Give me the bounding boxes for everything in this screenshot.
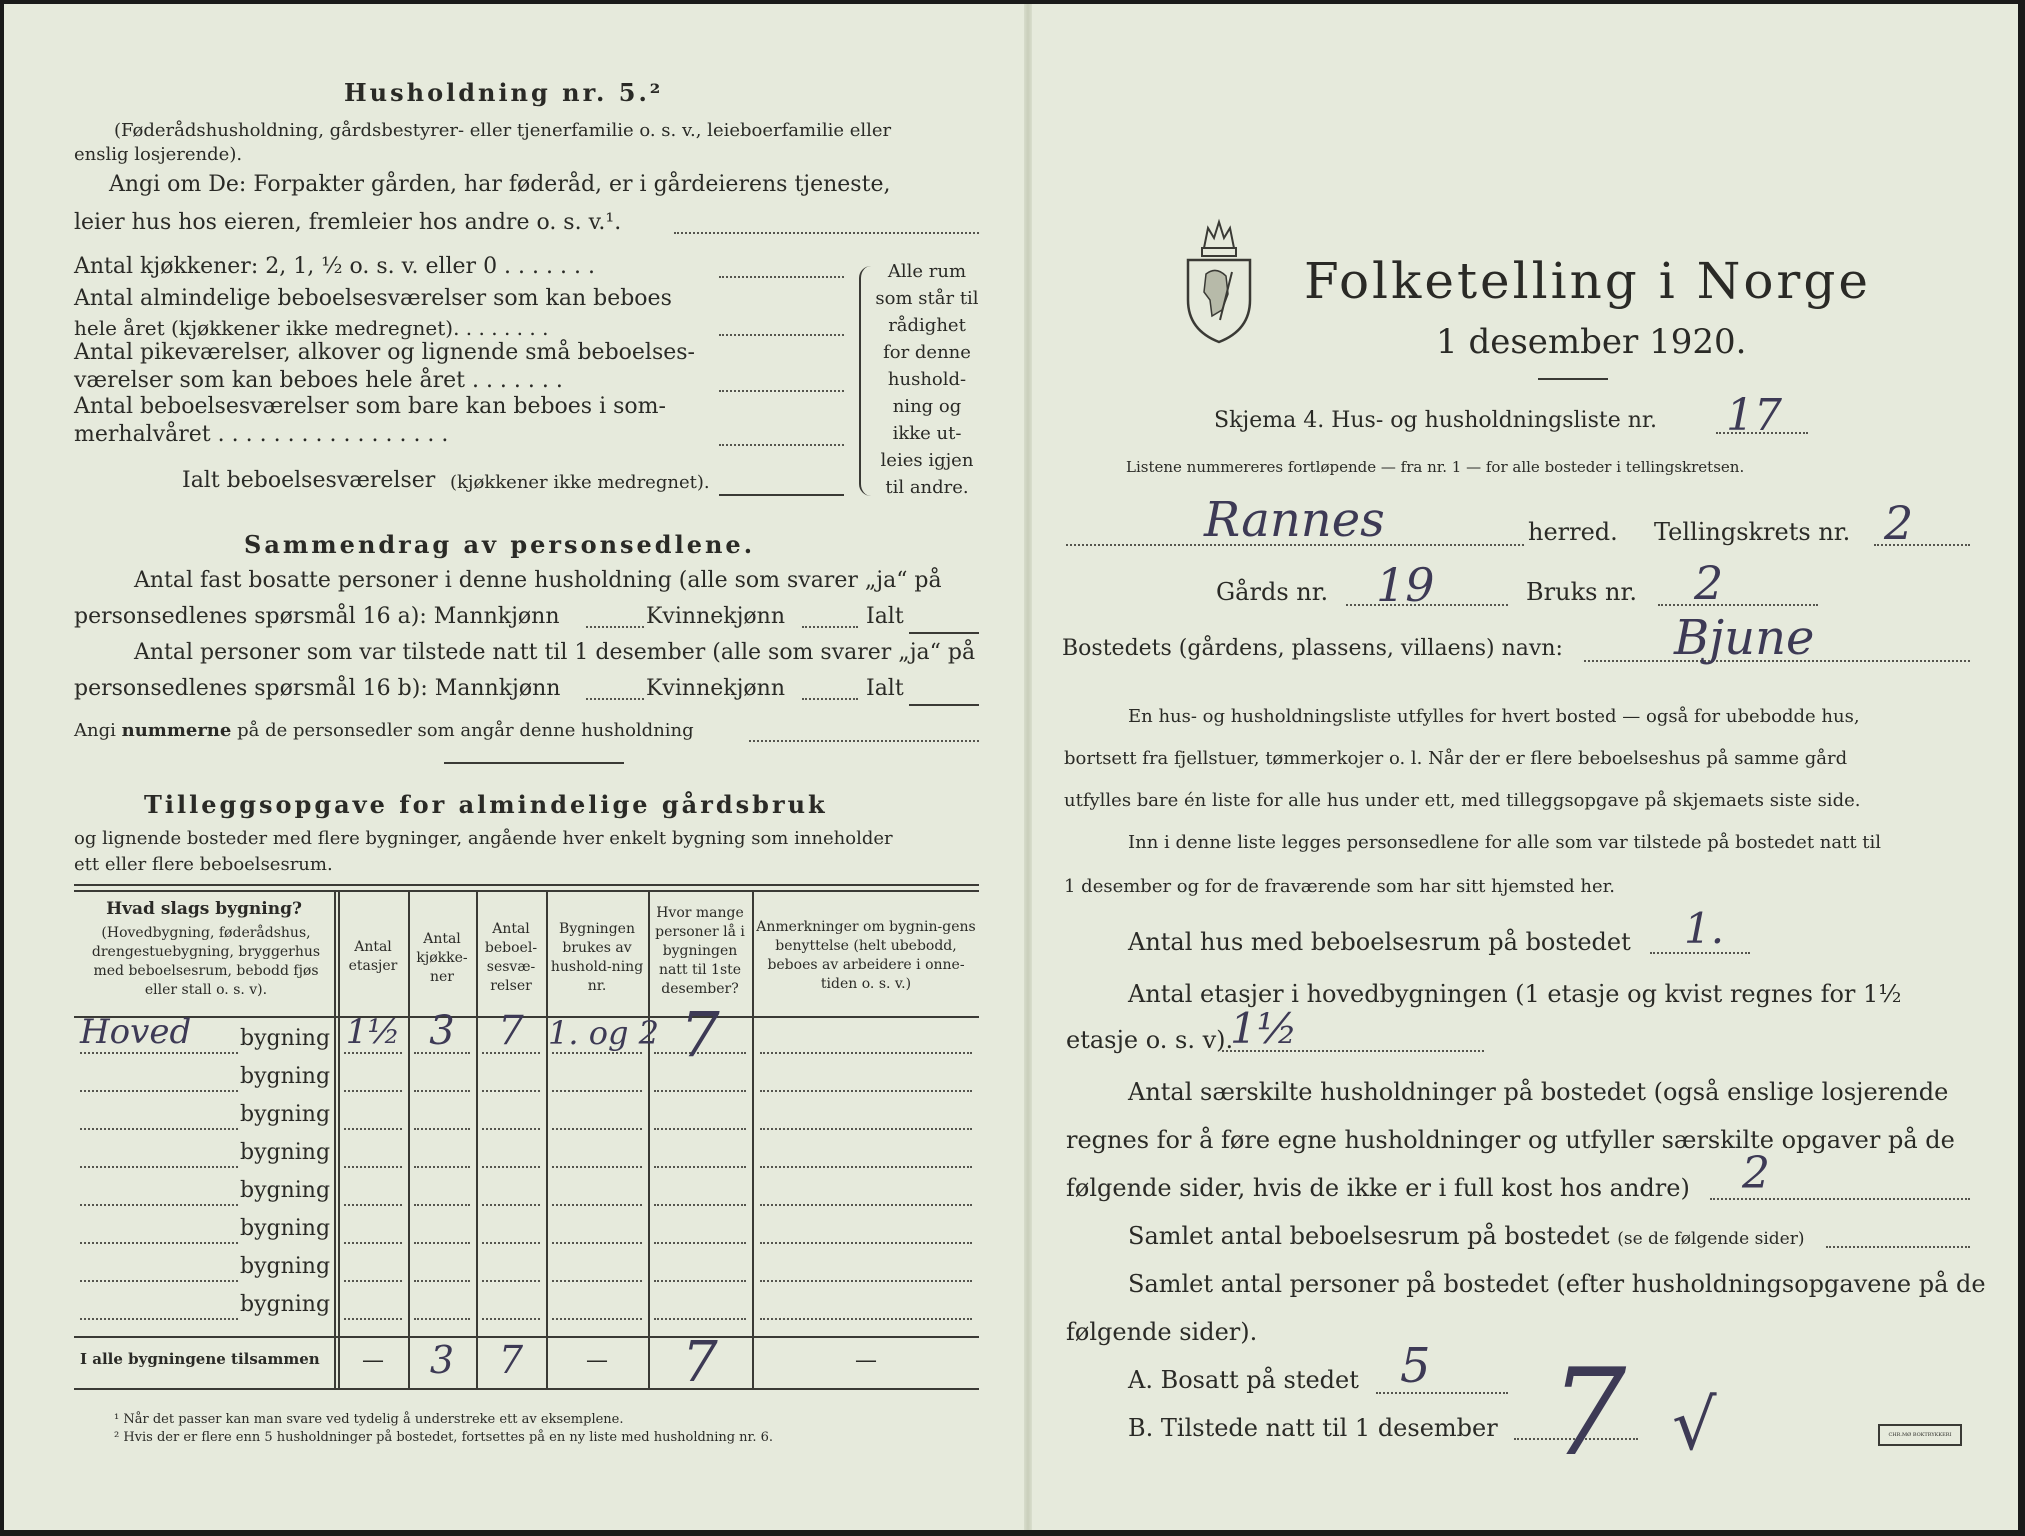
numbering-note: Listene nummereres fortløpende — fra nr. 1 — for alle bosteder i tellingskretsen.: [1126, 458, 1745, 476]
herred-value: Rannes: [1204, 492, 1385, 548]
bruks-line: [1658, 604, 1818, 606]
herred-label: herred.: [1528, 518, 1618, 546]
table-row: [4, 1248, 984, 1286]
ask-answer-line: [674, 232, 979, 234]
table-top-rule-2: [74, 890, 979, 892]
census-title: Folketelling i Norge: [1304, 252, 1871, 310]
table-row: [4, 1286, 984, 1324]
row-dotted-line: [80, 1242, 238, 1244]
tilstede-kvinne-label: Kvinnekjønn: [646, 676, 785, 701]
bosted-label: Bostedets (gårdens, plassens, villaens) navn:: [1062, 636, 1563, 661]
etasjer-line-a: Antal etasjer i hovedbygningen (1 etasje og kvist regnes for 1½: [1128, 980, 1902, 1008]
fast-mann-field[interactable]: [586, 626, 644, 628]
col6-header: Hvor mange personer lå i bygningen natt til 1ste desember?: [655, 905, 745, 997]
total-etasjer: —: [362, 1348, 384, 1373]
building-word: bygning: [240, 1292, 331, 1317]
table-row: [4, 1134, 984, 1172]
fast-ialt-label: Ialt: [866, 604, 904, 629]
coat-of-arms-icon: [1182, 214, 1256, 346]
rooms-line-7: merhalvåret . . . . . . . . . . . . . . . . .: [74, 422, 449, 447]
cell-dotted-line: [344, 1318, 402, 1320]
para1-line1: En hus- og husholdningsliste utfylles for hvert bosted — også for ubebodde hus,: [1128, 706, 1860, 727]
cell-dotted-line: [344, 1204, 402, 1206]
row-dotted-line: [80, 1318, 238, 1320]
row-dotted-line: [80, 1052, 238, 1054]
fast-ialt-field[interactable]: [909, 632, 979, 634]
title-divider: [1538, 378, 1608, 380]
cell-dotted-line: [654, 1242, 746, 1244]
schema-label: Skjema 4. Hus- og husholdningsliste nr.: [1214, 408, 1657, 433]
para1-line3: utfylles bare én liste for alle hus under ett, med tilleggsopgave på skjemaets siste side.: [1064, 790, 1861, 811]
hush-line-a: Antal særskilte husholdninger på bostedet (også enslige losjerende: [1128, 1078, 1949, 1106]
cell-dotted-line: [760, 1318, 972, 1320]
cell-dotted-line: [760, 1204, 972, 1206]
fast-kvinne-field[interactable]: [802, 626, 858, 628]
total-rooms-note: (kjøkkener ikke medregnet).: [450, 472, 710, 493]
col4-header: Antal beboel-sesvæ-relser: [484, 921, 538, 994]
total-rooms-label: Ialt beboelsesværelser: [182, 468, 436, 493]
rooms-line-1: Antal kjøkkener: 2, 1, ½ o. s. v. eller 0 . . . . . . .: [74, 254, 595, 279]
census-sheet: [4, 4, 2018, 1530]
cell-dotted-line: [552, 1318, 642, 1320]
hus-value: 1.: [1684, 904, 1725, 953]
cell-dotted-line: [760, 1166, 972, 1168]
cell-dotted-line: [552, 1204, 642, 1206]
cell-dotted-line: [344, 1166, 402, 1168]
total-anm: —: [855, 1348, 877, 1373]
cell-dotted-line: [552, 1242, 642, 1244]
tilstede-label: B. Tilstede natt til 1 desember: [1128, 1414, 1498, 1442]
printer-stamp: CHR.MØ BOKTRYKKERI: [1878, 1424, 1962, 1446]
cell-dotted-line: [482, 1204, 540, 1206]
cell-dotted-line: [482, 1242, 540, 1244]
tilstede-value: 7: [1550, 1344, 1627, 1483]
cell-dotted-line: [654, 1280, 746, 1282]
row-dotted-line: [80, 1090, 238, 1092]
cell-dotted-line: [482, 1128, 540, 1130]
table-row: [4, 1058, 984, 1096]
addition-line-2: ett eller flere beboelsesrum.: [74, 854, 333, 875]
bosatt-label: A. Bosatt på stedet: [1128, 1366, 1359, 1394]
rooms-brace: [859, 266, 871, 496]
check-mark: √: [1672, 1384, 1717, 1466]
numbers-line: Angi nummerne på de personsedler som angår denne husholdning: [74, 720, 694, 741]
addition-line-1: og lignende bosteder med flere bygninger, angående hver enkelt bygning som inneholder: [74, 828, 893, 849]
total-hush: —: [586, 1348, 608, 1373]
small-rooms-answer: [719, 390, 844, 392]
hush-value: 2: [1742, 1148, 1770, 1199]
table-row: [4, 1210, 984, 1248]
cell-hush: 1. og 2: [548, 1014, 659, 1052]
building-word: bygning: [240, 1216, 331, 1241]
cell-dotted-line: [552, 1128, 642, 1130]
cell-dotted-line: [482, 1090, 540, 1092]
building-word: bygning: [240, 1102, 331, 1127]
addition-title: Tilleggsopgave for almindelige gårdsbruk: [144, 790, 828, 819]
gards-value: 19: [1376, 558, 1435, 612]
rooms-line-2: Antal almindelige beboelsesværelser som kan beboes: [74, 286, 672, 311]
cell-personer: 7: [680, 998, 720, 1071]
col7-header: Anmerkninger om bygnin-gens benyttelse (helt ubebodd, beboes av arbeidere i onne-tiden o. s. v.): [756, 919, 976, 992]
etasjer-value: 1½: [1230, 1004, 1298, 1053]
numbers-field[interactable]: [749, 740, 979, 742]
fast-kvinne-label: Kvinnekjønn: [646, 604, 785, 629]
cell-dotted-line: [552, 1052, 642, 1054]
cell-dotted-line: [344, 1052, 402, 1054]
summary-title: Sammendrag av personsedlene.: [244, 530, 756, 559]
footnote-1: ¹ Når det passer kan man svare ved tydelig å understreke ett av eksemplene.: [114, 1412, 624, 1427]
table-row: [4, 1096, 984, 1134]
col2-header: Antal etasjer: [348, 939, 398, 974]
summary-2a: Antal personer som var tilstede natt til 1 desember (alle som svarer „ja“ på: [134, 640, 976, 665]
cell-dotted-line: [552, 1280, 642, 1282]
hush-line-b: regnes for å føre egne husholdninger og utfyller særskilte opgaver på de: [1066, 1126, 1955, 1154]
table-row: [4, 998, 984, 1071]
row-dotted-line: [80, 1128, 238, 1130]
bruks-value: 2: [1694, 556, 1724, 610]
cell-dotted-line: [654, 1204, 746, 1206]
col1-title: Hvad slags bygning?: [106, 899, 302, 919]
cell-dotted-line: [760, 1242, 972, 1244]
summary-1a: Antal fast bosatte personer i denne husholdning (alle som svarer „ja“ på: [134, 568, 942, 593]
building-word: bygning: [240, 1064, 331, 1089]
cell-kjokken: 3: [429, 1008, 455, 1054]
row-dotted-line: [80, 1204, 238, 1206]
cell-dotted-line: [654, 1128, 746, 1130]
section-divider: [444, 762, 624, 764]
page-fold: [1024, 4, 1032, 1530]
para1-line2: bortsett fra fjellstuer, tømmerkojer o. l. Når der er flere beboelseshus på samme gård: [1064, 748, 1848, 769]
total-label: I alle bygningene tilsammen: [80, 1350, 320, 1368]
cell-dotted-line: [654, 1166, 746, 1168]
para2-line1: Inn i denne liste legges personsedlene for alle som var tilstede på bostedet natt til: [1128, 832, 1882, 853]
rum-line: [1826, 1246, 1970, 1248]
cell-dotted-line: [482, 1280, 540, 1282]
col1-text: (Hovedbygning, føderådshus, drengestuebygning, bryggerhus med beboelsesrum, bebodd fjøs eller stall o. s. v).: [91, 925, 321, 998]
brace-note: Alle rum som står til rådighet for denne hushold- ning og ikke ut- leies igjen til andre.: [875, 261, 979, 498]
cell-dotted-line: [414, 1090, 470, 1092]
tilstede-kvinne-field[interactable]: [802, 698, 858, 700]
cell-dotted-line: [552, 1166, 642, 1168]
list-number-value: 17: [1726, 390, 1782, 441]
tilstede-mann-field[interactable]: [586, 698, 644, 700]
hush-line-c: følgende sider, hvis de ikke er i full kost hos andre): [1066, 1174, 1690, 1202]
gards-label: Gårds nr.: [1216, 578, 1329, 606]
rooms-answer: [719, 334, 844, 336]
bosatt-value: 5: [1400, 1338, 1431, 1394]
cell-dotted-line: [414, 1128, 470, 1130]
building-name: Hoved: [80, 1012, 192, 1052]
cell-dotted-line: [654, 1318, 746, 1320]
ask-line-1: Angi om De: Forpakter gården, har føderåd, er i gårdeierens tjeneste,: [109, 172, 891, 197]
bosted-value: Bjune: [1674, 610, 1815, 666]
table-top-rule: [74, 884, 979, 886]
rum-label: Samlet antal beboelsesrum på bostedet (se de følgende sider): [1128, 1222, 1805, 1250]
ask-line-2: leier hus hos eieren, fremleier hos andre o. s. v.¹.: [74, 210, 622, 235]
pers-line-b: følgende sider).: [1066, 1318, 1258, 1346]
table-row: [4, 1172, 984, 1210]
rooms-line-3: hele året (kjøkkener ikke medregnet). . . . . . . .: [74, 316, 549, 340]
cell-dotted-line: [482, 1318, 540, 1320]
intro-line-1: (Føderådshusholdning, gårdsbestyrer- eller tjenerfamilie o. s. v., leieboerfamilie eller: [114, 120, 892, 141]
footnote-2: ² Hvis der er flere enn 5 husholdninger på bostedet, fortsettes på en ny liste med husholdning nr. 6.: [114, 1430, 774, 1445]
cell-vaerelser: 7: [498, 1008, 524, 1054]
total-vaerelser: 7: [498, 1338, 524, 1382]
tilstede-ialt-field[interactable]: [909, 704, 979, 706]
building-word: bygning: [240, 1178, 331, 1203]
tilstede-ialt-label: Ialt: [866, 676, 904, 701]
cell-dotted-line: [414, 1280, 470, 1282]
hus-label: Antal hus med beboelsesrum på bostedet: [1128, 928, 1631, 956]
row-dotted-line: [80, 1166, 238, 1168]
krets-value: 2: [1884, 496, 1914, 550]
col5-header: Bygningen brukes av hushold-ning nr.: [550, 921, 644, 994]
total-personer: 7: [682, 1330, 718, 1395]
pers-line-a: Samlet antal personer på bostedet (efter husholdningsopgavene på de: [1128, 1270, 1986, 1298]
cell-dotted-line: [414, 1318, 470, 1320]
table-bottom-rule: [74, 1388, 979, 1390]
total-rooms-answer: [719, 494, 844, 496]
cell-dotted-line: [760, 1052, 972, 1054]
summary-1b: personsedlenes spørsmål 16 a): Mannkjønn: [74, 604, 560, 629]
rooms-line-5: værelser som kan beboes hele året . . . . . . .: [74, 368, 563, 393]
cell-dotted-line: [760, 1280, 972, 1282]
building-word: bygning: [240, 1140, 331, 1165]
cell-dotted-line: [654, 1090, 746, 1092]
building-word: bygning: [240, 1026, 331, 1051]
col3-header: Antal kjøkke-ner: [416, 931, 468, 985]
etasjer-line-b: etasje o. s. v).: [1066, 1026, 1234, 1054]
cell-dotted-line: [344, 1090, 402, 1092]
cell-dotted-line: [552, 1090, 642, 1092]
cell-dotted-line: [344, 1128, 402, 1130]
krets-label: Tellingskrets nr.: [1654, 518, 1851, 546]
row-dotted-line: [80, 1280, 238, 1282]
summer-rooms-answer: [719, 444, 844, 446]
building-word: bygning: [240, 1254, 331, 1279]
cell-dotted-line: [482, 1166, 540, 1168]
cell-dotted-line: [414, 1204, 470, 1206]
census-date: 1 desember 1920.: [1436, 322, 1747, 362]
cell-dotted-line: [414, 1242, 470, 1244]
bosatt-line: [1376, 1392, 1508, 1394]
kitchens-answer: [719, 276, 844, 278]
total-kjokken: 3: [429, 1338, 455, 1382]
bruks-label: Bruks nr.: [1526, 578, 1637, 606]
cell-dotted-line: [414, 1166, 470, 1168]
rooms-line-4: Antal pikeværelser, alkover og lignende små beboelses-: [74, 340, 695, 365]
cell-dotted-line: [760, 1128, 972, 1130]
cell-dotted-line: [344, 1242, 402, 1244]
cell-dotted-line: [760, 1090, 972, 1092]
para2-line2: 1 desember og for de fraværende som har sitt hjemsted her.: [1064, 876, 1615, 897]
summary-2b: personsedlenes spørsmål 16 b): Mannkjønn: [74, 676, 561, 701]
cell-dotted-line: [344, 1280, 402, 1282]
household-title: Husholdning nr. 5.²: [344, 78, 664, 107]
cell-etasjer: 1½: [345, 1012, 401, 1052]
rooms-line-6: Antal beboelsesværelser som bare kan beboes i som-: [74, 394, 666, 419]
intro-line-2: enslig losjerende).: [74, 144, 243, 165]
